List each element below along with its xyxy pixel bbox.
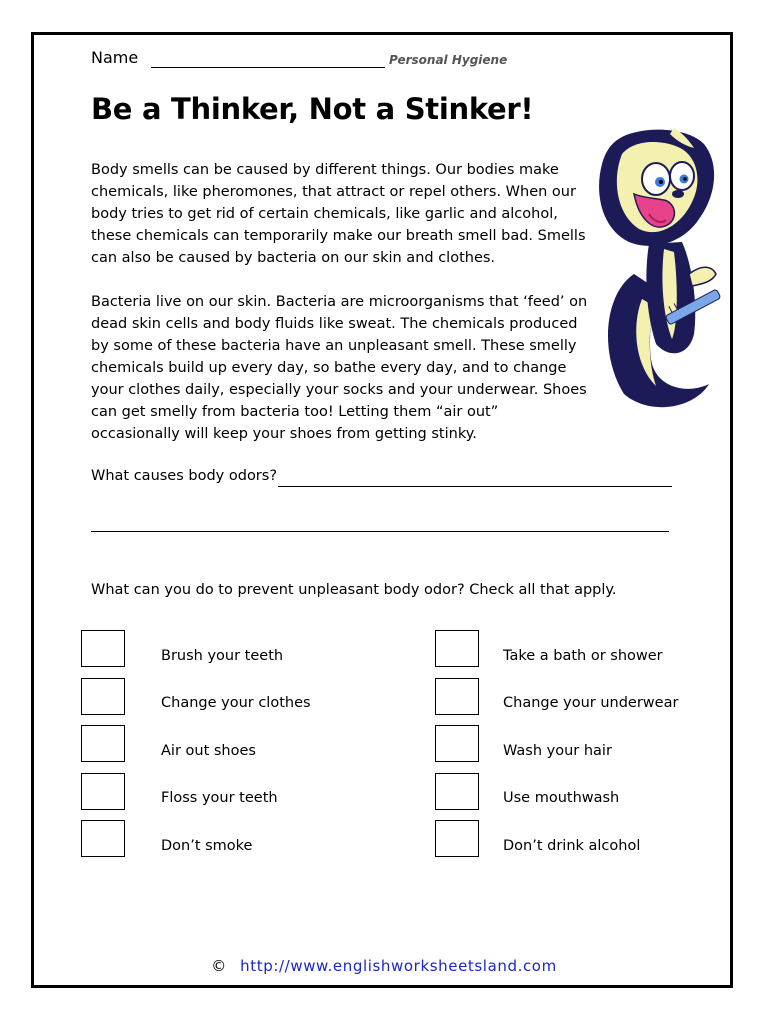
option-label: Change your clothes <box>161 695 311 711</box>
option-label: Brush your teeth <box>161 648 284 664</box>
checkbox-mouthwash[interactable] <box>435 773 479 810</box>
checkbox-change-clothes[interactable] <box>81 678 125 715</box>
name-label: Name <box>91 48 139 67</box>
option-label: Take a bath or shower <box>503 648 663 664</box>
option-label: Wash your hair <box>503 743 612 759</box>
paragraph-body-smells: Body smells can be caused by different things. Our bodies make chemicals, like pheromones, that attract or repel others. When our body tries to get rid of certain chemicals, like garlic and alcohol, these chemicals can temporarily make our breath smell bad. Smells can also be caused by bacteria on our skin and clothes. <box>91 162 586 266</box>
option-label: Don’t smoke <box>161 838 253 854</box>
worksheet-topic: Personal Hygiene <box>389 53 508 67</box>
checkbox-air-out-shoes[interactable] <box>81 725 125 762</box>
checkbox-dont-drink-alcohol[interactable] <box>435 820 479 857</box>
checkbox-dont-smoke[interactable] <box>81 820 125 857</box>
checkbox-floss-teeth[interactable] <box>81 773 125 810</box>
option-label: Air out shoes <box>161 743 256 759</box>
worksheet-title: Be a Thinker, Not a Stinker! <box>91 92 534 126</box>
question-prevent-odor: What can you do to prevent unpleasant body odor? Check all that apply. <box>91 582 617 598</box>
copyright-icon: © <box>211 957 227 975</box>
footer <box>0 957 768 975</box>
answer-line-1[interactable] <box>278 486 672 487</box>
checkbox-bath-shower[interactable] <box>435 630 479 667</box>
paragraph-bacteria: Bacteria live on our skin. Bacteria are microorganisms that ‘feed’ on dead skin cells and body fluids like sweat. The chemicals produced by some of these bacteria have an unpleasant smell. These smelly chemicals build up every day, so bathe every day, and to change your clothes daily, especially your socks and your underwear. Shoes can get smelly from bacteria too! Letting them “air out” occasionally will keep your shoes from getting stinky. <box>91 294 588 442</box>
option-label: Floss your teeth <box>161 790 278 806</box>
name-input-line[interactable] <box>151 67 385 68</box>
option-label: Don’t drink alcohol <box>503 838 641 854</box>
question-body-odors: What causes body odors? <box>91 468 278 484</box>
skunk-illustration <box>594 124 732 416</box>
checkbox-wash-hair[interactable] <box>435 725 479 762</box>
option-label: Use mouthwash <box>503 790 620 806</box>
checkbox-change-underwear[interactable] <box>435 678 479 715</box>
option-label: Change your underwear <box>503 695 679 711</box>
website-link[interactable]: http://www.englishworksheetsland.com <box>240 957 557 975</box>
checkbox-brush-teeth[interactable] <box>81 630 125 667</box>
answer-line-2[interactable] <box>91 531 669 532</box>
